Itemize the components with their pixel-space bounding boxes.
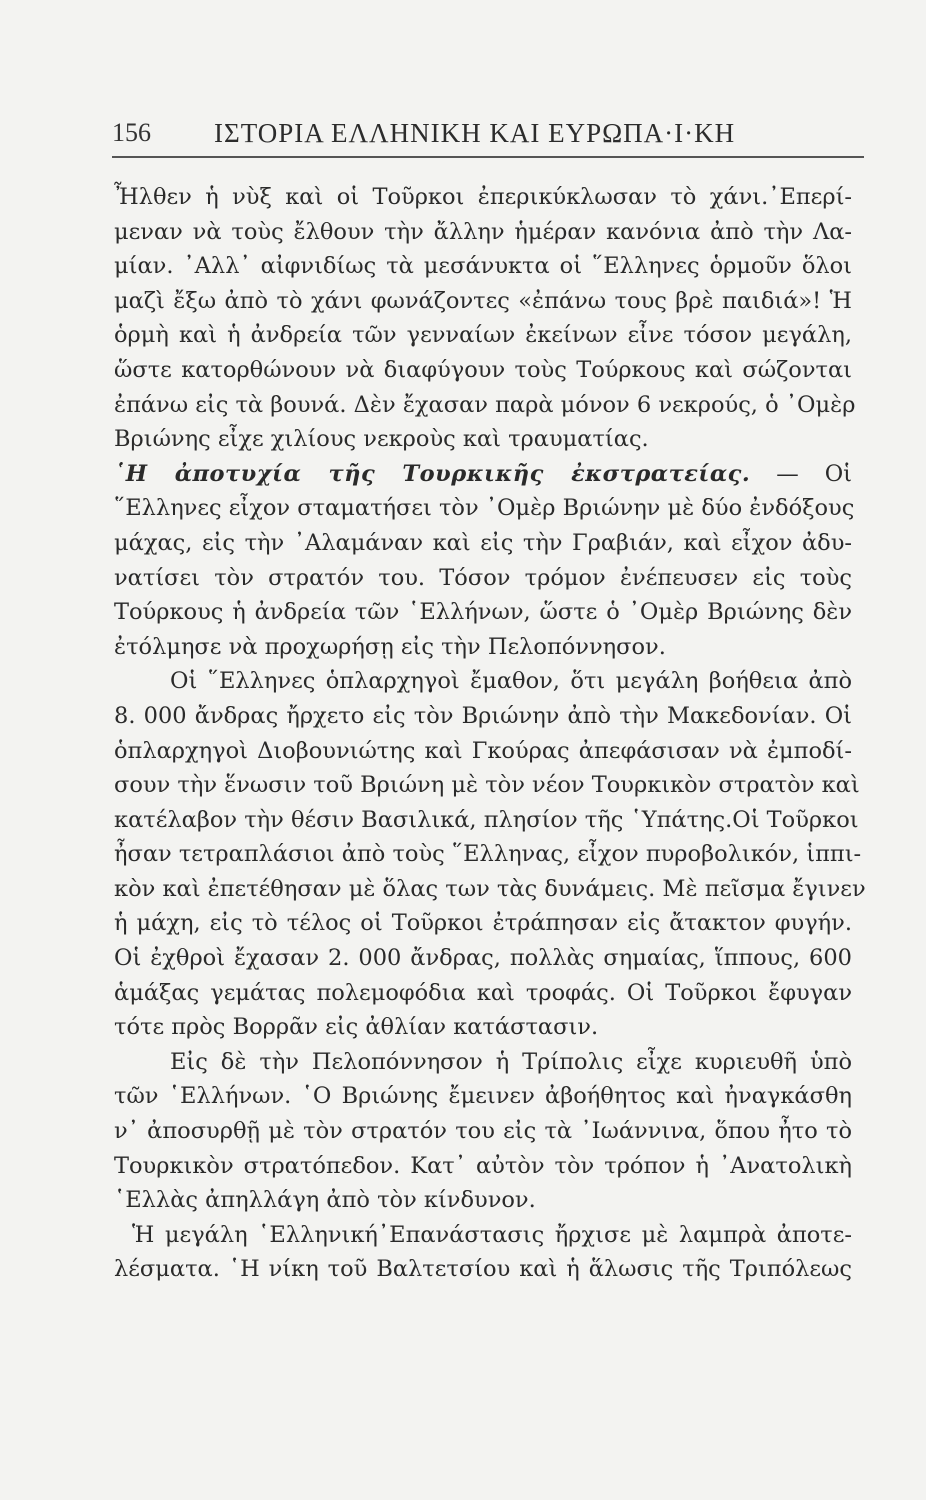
text-line: ἐτόλμησε νὰ προχωρήσῃ εἰς τὴν Πελοπόννησον. xyxy=(114,633,666,660)
text-line: Βριώνης εἶχε χιλίους νεκροὺς καὶ τραυματίας. xyxy=(114,426,649,453)
text-line: ῾Ελλὰς ἀπηλλάγη ἀπὸ τὸν κίνδυνον. xyxy=(114,1187,536,1214)
text-line: ἐπάνω εἰς τὰ βουνά. Δὲν ἔχασαν παρὰ μόνον 6 νεκρούς, ὁ ᾿Ομὲρ xyxy=(114,391,856,418)
text-line: 8. 000 ἄνδρας ἤρχετο εἰς τὸν Βριώνην ἀπὸ τὴν Μακεδονίαν. Οἱ xyxy=(114,702,852,729)
text-line: Οἱ ἐχθροὶ ἔχασαν 2. 000 ἄνδρας, πολλὰς σημαίας, ἵππους, 600 xyxy=(114,945,852,972)
section-heading: ῾Η ἀποτυχία τῆς Τουρκικῆς ἐκστρατείας. xyxy=(114,460,751,487)
text-line: τῶν ῾Ελλήνων. ῾Ο Βριώνης ἔμεινεν ἀβοήθητος καὶ ἠναγκάσθη xyxy=(114,1083,852,1110)
text-line: κατέλαβον τὴν θέσιν Βασιλικά, πλησίον τῆς ῾Υπάτης.Οἱ Τοῦρκοι xyxy=(114,806,859,833)
paragraph-start: Εἰς δὲ τὴν Πελοπόννησον ἡ Τρίπολις εἶχε κυριευθῆ ὑπὸ xyxy=(170,1048,852,1075)
text-line: ῞Ελληνες εἶχον σταματήσει τὸν ᾿Ομὲρ Βριώνην μὲ δύο ἐνδόξους xyxy=(114,495,855,522)
text-line: ὁρμὴ καὶ ἡ ἀνδρεία τῶν γενναίων ἐκείνων εἶνε τόσον μεγάλη, xyxy=(114,322,852,349)
text-line: Τουρκικὸν στρατόπεδον. Κατ᾿ αὐτὸν τὸν τρόπον ἡ ᾿Ανατολικὴ xyxy=(114,1152,852,1179)
text-line: μίαν. ᾿Αλλ᾿ αἰφνιδίως τὰ μεσάνυκτα οἱ ῞Ελληνες ὁρμοῦν ὅλοι xyxy=(114,253,852,280)
paragraph-start: Ἡ μεγάλη ῾Ελληνική᾿Επανάστασις ἤρχισε μὲ λαμπρὰ ἀποτε- xyxy=(132,1221,852,1248)
text-line: μαζὶ ἔξω ἀπὸ τὸ χάνι φωνάζοντες «ἐπάνω τους βρὲ παιδιά»! Ἡ xyxy=(114,287,852,314)
body-text xyxy=(114,180,866,1287)
running-title: ΙΣΤΟΡΙΑ ΕΛΛΗΝΙΚΗ ΚΑΙ ΕΥΡΩΠΑ·Ι·ΚΗ xyxy=(214,118,736,148)
text-line: ὥστε κατορθώνουν νὰ διαφύγουν τοὺς Τούρκους καὶ σώζονται xyxy=(114,356,852,383)
text-line: ἁμάξας γεμάτας πολεμοφόδια καὶ τροφάς. Οἱ Τοῦρκοι ἔφυγαν xyxy=(114,979,852,1006)
text-line: ἦσαν τετραπλάσιοι ἀπὸ τοὺς ῞Ελληνας, εἶχον πυροβολικόν, ἱππι- xyxy=(114,841,862,868)
text-line: τότε πρὸς Βορρᾶν εἰς ἀθλίαν κατάστασιν. xyxy=(114,1014,599,1041)
header-rule xyxy=(112,156,864,158)
text-line: μεναν νὰ τοὺς ἔλθουν τὴν ἄλλην ἡμέραν κανόνια ἀπὸ τὴν Λα- xyxy=(114,218,852,245)
text-line: Ἦλθεν ἡ νὺξ καὶ οἱ Τοῦρκοι ἐπερικύκλωσαν τὸ χάνι.᾿Επερί- xyxy=(114,184,852,210)
text-line: Τούρκους ἡ ἀνδρεία τῶν ῾Ελλήνων, ὥστε ὁ ᾿Ομὲρ Βριώνης δὲν xyxy=(114,599,852,626)
text-line: σουν τὴν ἕνωσιν τοῦ Βριώνη μὲ τὸν νέον Τουρκικὸν στρατὸν καὶ xyxy=(114,772,860,799)
text-line: ὁπλαρχηγοὶ Διοβουνιώτης καὶ Γκούρας ἀπεφάσισαν νὰ ἐμποδί- xyxy=(114,737,852,764)
text-line: νατίσει τὸν στρατόν του. Τόσον τρόμον ἐνέπευσεν εἰς τοὺς xyxy=(114,564,852,591)
text-line: λέσματα. ῾Η νίκη τοῦ Βαλτετσίου καὶ ἡ ἅλωσις τῆς Τριπόλεως xyxy=(114,1256,852,1283)
running-head xyxy=(112,118,872,158)
page-number: 156 xyxy=(112,118,151,147)
text-line: κὸν καὶ ἐπετέθησαν μὲ ὅλας των τὰς δυνάμεις. Μὲ πεῖσμα ἔγινεν xyxy=(114,875,866,902)
text-line: μάχας, εἰς τὴν ᾿Αλαμάναν καὶ εἰς τὴν Γραβιάν, καὶ εἶχον ἀδυ- xyxy=(114,529,852,556)
paragraph-start: Οἱ ῞Ελληνες ὁπλαρχηγοὶ ἔμαθον, ὅτι μεγάλη βοήθεια ἀπὸ xyxy=(170,668,852,695)
section-heading-continuation: — Οἱ xyxy=(776,460,852,487)
section-heading-line xyxy=(114,457,852,492)
text-line: ἡ μάχη, εἰς τὸ τέλος οἱ Τοῦρκοι ἐτράπησαν εἰς ἄτακτον φυγήν. xyxy=(114,910,852,937)
text-line: ν᾿ ἀποσυρθῇ μὲ τὸν στρατόν του εἰς τὰ ᾿Ιωάννινα, ὅπου ἦτο τὸ xyxy=(114,1118,852,1145)
